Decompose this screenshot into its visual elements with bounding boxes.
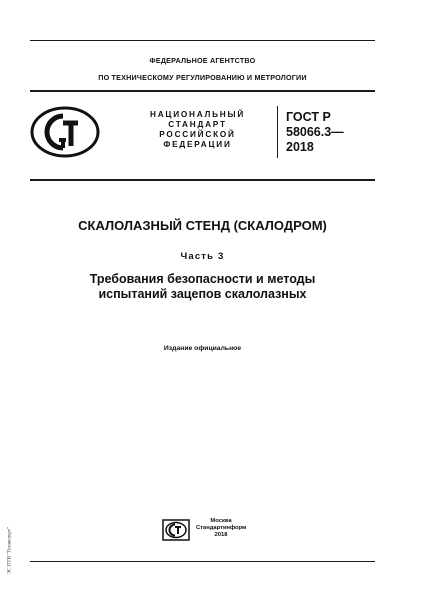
publisher-name: Стандартинформ — [196, 525, 247, 531]
standartinform-logo-icon — [162, 519, 190, 541]
national-standard-label — [130, 110, 265, 150]
national-line-4: ФЕДЕРАЦИИ — [163, 140, 232, 149]
standard-block-rule — [30, 179, 375, 181]
gost-number — [286, 110, 376, 155]
bottom-rule — [30, 561, 375, 562]
edition-label: Издание официальное — [163, 345, 242, 352]
vertical-rule — [277, 106, 278, 158]
gost-line-3: 2018 — [286, 140, 314, 154]
part-number: Часть 3 — [180, 251, 225, 262]
header-rule — [30, 90, 375, 92]
subtitle-line-2: испытаний зацепов скалолазных — [98, 287, 307, 301]
national-line-1: НАЦИОНАЛЬНЫЙ — [149, 110, 246, 119]
side-note: ЭС ПТИ "Техэксперт" — [7, 526, 13, 575]
document-title: СКАЛОЛАЗНЫЙ СТЕНД (СКАЛОДРОМ) — [78, 218, 327, 233]
publisher-city: Москва — [210, 518, 232, 524]
document-subtitle — [30, 272, 375, 302]
top-rule — [30, 40, 375, 41]
gost-r-certification-emblem-icon — [30, 106, 100, 158]
agency-line-1: ФЕДЕРАЛЬНОЕ АГЕНТСТВО — [149, 56, 256, 65]
subtitle-line-1: Требования безопасности и методы — [89, 272, 316, 286]
gost-line-2: 58066.3— — [286, 125, 344, 139]
publisher-year: 2018 — [214, 532, 228, 538]
national-line-2: СТАНДАРТ — [168, 120, 227, 129]
national-line-3: РОССИЙСКОЙ — [159, 130, 236, 139]
agency-line-2: ПО ТЕХНИЧЕСКОМУ РЕГУЛИРОВАНИЮ И МЕТРОЛОГИИ — [98, 73, 307, 82]
gost-line-1: ГОСТ Р — [286, 110, 331, 124]
publisher-info — [196, 518, 246, 539]
